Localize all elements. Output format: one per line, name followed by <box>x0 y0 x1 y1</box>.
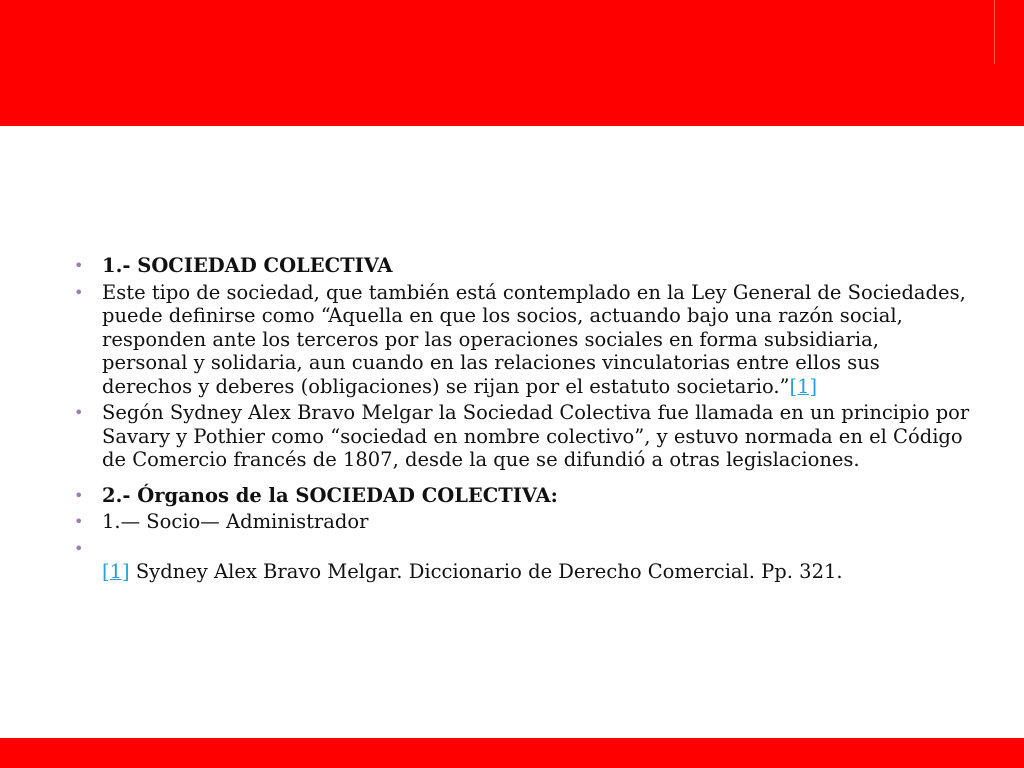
bullet-icon: • <box>74 512 84 531</box>
definition-text: Este tipo de sociedad, que también está contemplado en la Ley General de Sociedades, puede definirse como “Aquella en que los socios, actuando bajo una razón social, responden ante los terceros por las operaciones sociales en forma subsidiaria, personal y solidaria, aun cuando en las relaciones vinculatorias entre ellos sus derechos y deberes (obligaciones) se rijan por el estatuto societario.” <box>102 280 966 398</box>
footnote-text-line <box>102 560 970 584</box>
footnote-ref-link[interactable]: [1] <box>789 374 818 398</box>
socio-administrador-text: 1.— Socio— Administrador <box>102 510 369 533</box>
band-accent-line <box>994 0 995 64</box>
list-item-definition <box>70 281 970 399</box>
heading-sociedad-colectiva: 1.- SOCIEDAD COLECTIVA <box>102 254 393 277</box>
bullet-icon: • <box>74 538 84 558</box>
bottom-red-band <box>0 738 1024 768</box>
bullet-icon: • <box>74 485 84 505</box>
heading-organos: 2.- Órganos de la SOCIEDAD COLECTIVA: <box>102 483 558 507</box>
list-item-socio-administrador <box>70 510 970 534</box>
list-item-history <box>70 401 970 472</box>
footnote-text: Sydney Alex Bravo Melgar. Diccionario de Derecho Comercial. Pp. 321. <box>129 560 843 583</box>
bullet-icon: • <box>74 256 84 275</box>
bullet-icon: • <box>74 282 84 302</box>
list-item-footnote <box>70 537 970 584</box>
history-text: Segón Sydney Alex Bravo Melgar la Sociedad Colectiva fue llamada en un principio por Savary y Pothier como “sociedad en nombre colectivo”, y estuvo normada en el Código de Comercio francés de 1807, desde la que se difundió a otras legislaciones. <box>102 401 970 471</box>
footnote-anchor-link[interactable]: [1] <box>102 560 130 583</box>
top-red-band <box>0 0 1024 126</box>
bullet-list <box>70 254 970 584</box>
list-item-heading-2 <box>70 484 970 508</box>
footnote-line <box>102 537 970 561</box>
list-item-heading-1 <box>70 254 970 278</box>
bullet-icon: • <box>74 403 84 422</box>
